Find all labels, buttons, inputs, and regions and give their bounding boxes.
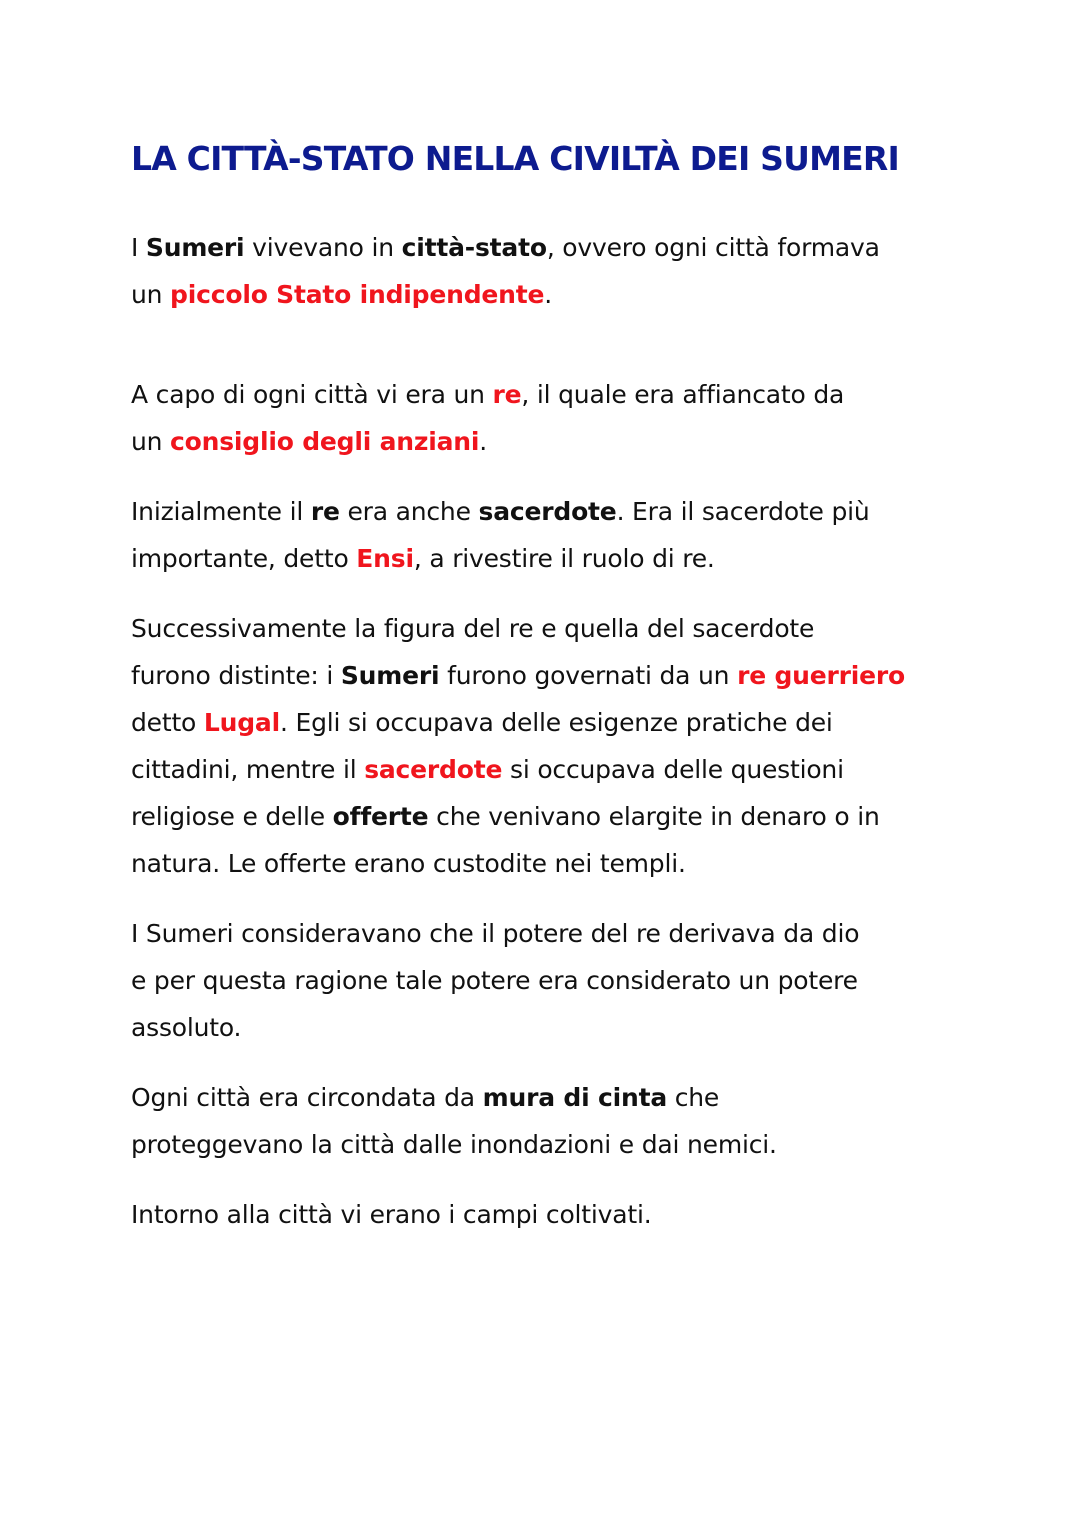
- text-run: che venivano elargite in denaro o in: [428, 802, 880, 831]
- text-run: , a rivestire il ruolo di re.: [413, 544, 715, 573]
- text-run: .: [544, 280, 553, 309]
- paragraph-city-states: [131, 224, 961, 318]
- text-run: natura. Le offerte erano custodite nei templi.: [131, 849, 686, 878]
- highlighted-term: Lugal: [203, 708, 280, 737]
- bold-term: offerte: [332, 802, 429, 831]
- highlighted-term: piccolo Stato indipendente: [170, 280, 545, 309]
- text-run: cittadini, mentre il: [131, 755, 365, 784]
- text-run: religiose e delle: [131, 802, 333, 831]
- text-run: importante, detto: [131, 544, 357, 573]
- text-run: detto: [131, 708, 204, 737]
- text-run: .: [479, 427, 487, 456]
- text-run: furono distinte: i: [131, 661, 341, 690]
- highlighted-term: re: [492, 380, 522, 409]
- highlighted-term: re guerriero: [737, 661, 906, 690]
- text-run: , il quale era affiancato da: [521, 380, 845, 409]
- text-run: proteggevano la città dalle inondazioni e dai nemici.: [131, 1130, 777, 1159]
- text-run: I: [131, 233, 146, 262]
- paragraph-city-walls: [131, 1074, 961, 1168]
- bold-term: Sumeri: [340, 661, 440, 690]
- text-run: vivevano in: [244, 233, 402, 262]
- text-run: . Era il sacerdote più: [616, 497, 870, 526]
- text-run: un: [131, 427, 171, 456]
- paragraph-absolute-power: [131, 910, 961, 1051]
- highlighted-term: sacerdote: [364, 755, 503, 784]
- text-run: furono governati da un: [439, 661, 738, 690]
- text-run: Ogni città era circondata da: [131, 1083, 483, 1112]
- text-run: , ovvero ogni città formava: [546, 233, 880, 262]
- highlighted-term: Ensi: [356, 544, 414, 573]
- bold-term: sacerdote: [478, 497, 617, 526]
- page-title: LA CITTÀ-STATO NELLA CIVILTÀ DEI SUMERI: [131, 139, 899, 178]
- text-run: . Egli si occupava delle esigenze pratiche dei: [279, 708, 833, 737]
- bold-term: città-stato: [401, 233, 547, 262]
- bold-term: re: [310, 497, 340, 526]
- text-run: che: [667, 1083, 720, 1112]
- document-page: [131, 135, 961, 1238]
- text-run: Successivamente la figura del re e quella del sacerdote: [131, 614, 815, 643]
- text-run: Intorno alla città vi erano i campi coltivati.: [131, 1200, 652, 1229]
- text-run: I Sumeri consideravano che il potere del re derivava da dio: [131, 919, 860, 948]
- text-run: si occupava delle questioni: [502, 755, 844, 784]
- paragraph-priest-king: [131, 488, 961, 582]
- text-run: un: [131, 280, 171, 309]
- paragraph-king-council: [131, 371, 961, 465]
- bold-term: mura di cinta: [482, 1083, 667, 1112]
- paragraph-fields: [131, 1191, 961, 1238]
- text-run: A capo di ogni città vi era un: [131, 380, 493, 409]
- bold-term: Sumeri: [145, 233, 245, 262]
- text-run: assoluto.: [131, 1013, 242, 1042]
- paragraph-lugal: [131, 605, 961, 887]
- text-run: Inizialmente il: [131, 497, 311, 526]
- text-run: era anche: [339, 497, 479, 526]
- text-run: e per questa ragione tale potere era considerato un potere: [131, 966, 858, 995]
- highlighted-term: consiglio degli anziani: [170, 427, 480, 456]
